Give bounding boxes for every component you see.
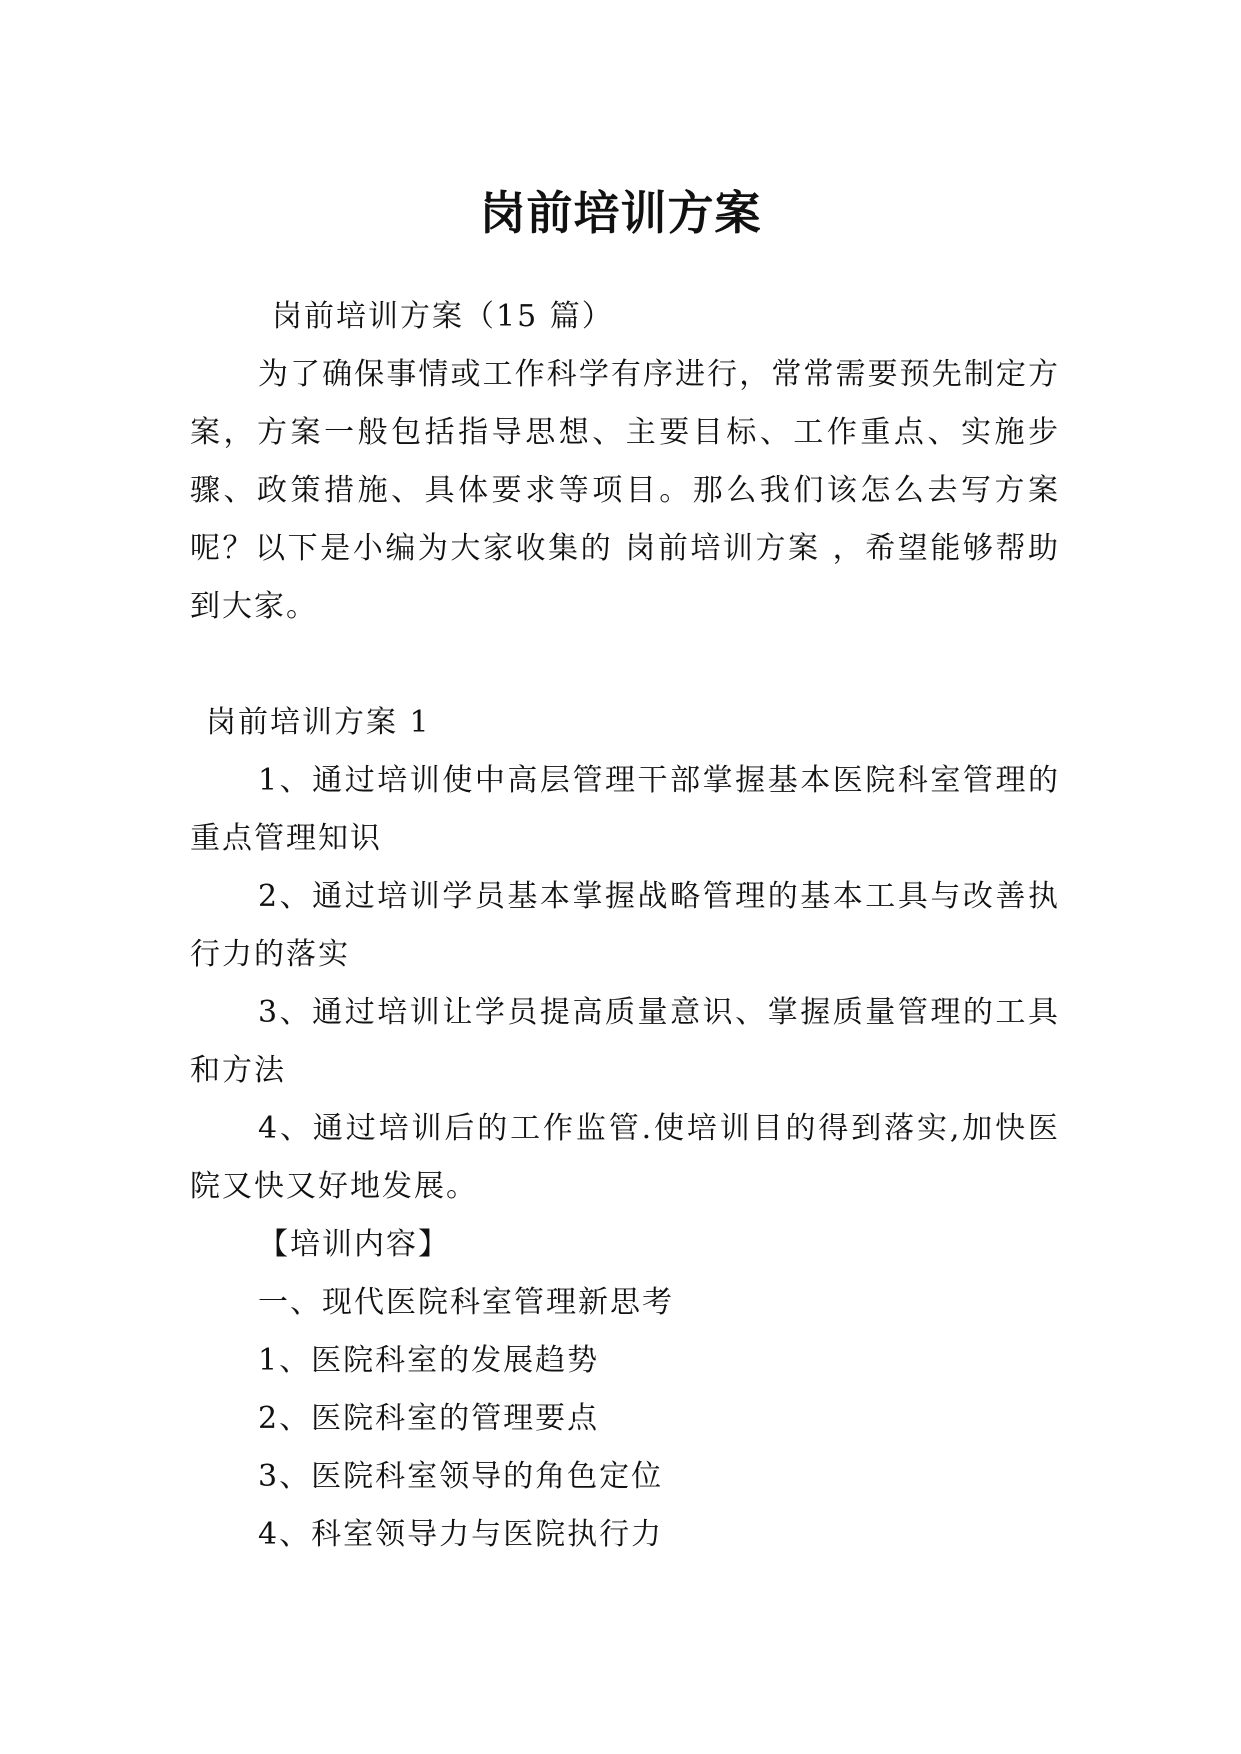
document-body	[190, 288, 1060, 1564]
goal-item: 4、通过培训后的工作监管.使培训目的得到落实,加快医院又快又好地发展。	[190, 1111, 1060, 1204]
list-item: 2、医院科室的管理要点	[258, 1401, 600, 1436]
document-title: 岗前培训方案	[479, 185, 762, 240]
part-one-heading: 一、现代医院科室管理新思考	[258, 1285, 674, 1320]
goal-item: 2、通过培训学员基本掌握战略管理的基本工具与改善执行力的落实	[190, 879, 1060, 972]
content-heading: 【培训内容】	[258, 1227, 450, 1262]
goal-item: 1、通过培训使中高层管理干部掌握基本医院科室管理的重点管理知识	[190, 763, 1060, 856]
section-heading: 岗前培训方案 1	[206, 705, 431, 740]
list-item: 3、医院科室领导的角色定位	[258, 1459, 664, 1494]
intro-paragraph: 为了确保事情或工作科学有序进行，常常需要预先制定方案，方案一般包括指导思想、主要目标、工作重点、实施步骤、政策措施、具体要求等项目。那么我们该怎么去写方案呢？以下是小编为大家收集的 岗前培训方案 ，希望能够帮助到大家。	[190, 357, 1060, 624]
document-subtitle: 岗前培训方案（15 篇）	[272, 299, 614, 334]
list-item: 4、科室领导力与医院执行力	[258, 1517, 664, 1552]
list-item: 1、医院科室的发展趋势	[258, 1343, 600, 1378]
paragraph-spacer	[190, 636, 1060, 694]
goal-item: 3、通过培训让学员提高质量意识、掌握质量管理的工具和方法	[190, 995, 1060, 1088]
